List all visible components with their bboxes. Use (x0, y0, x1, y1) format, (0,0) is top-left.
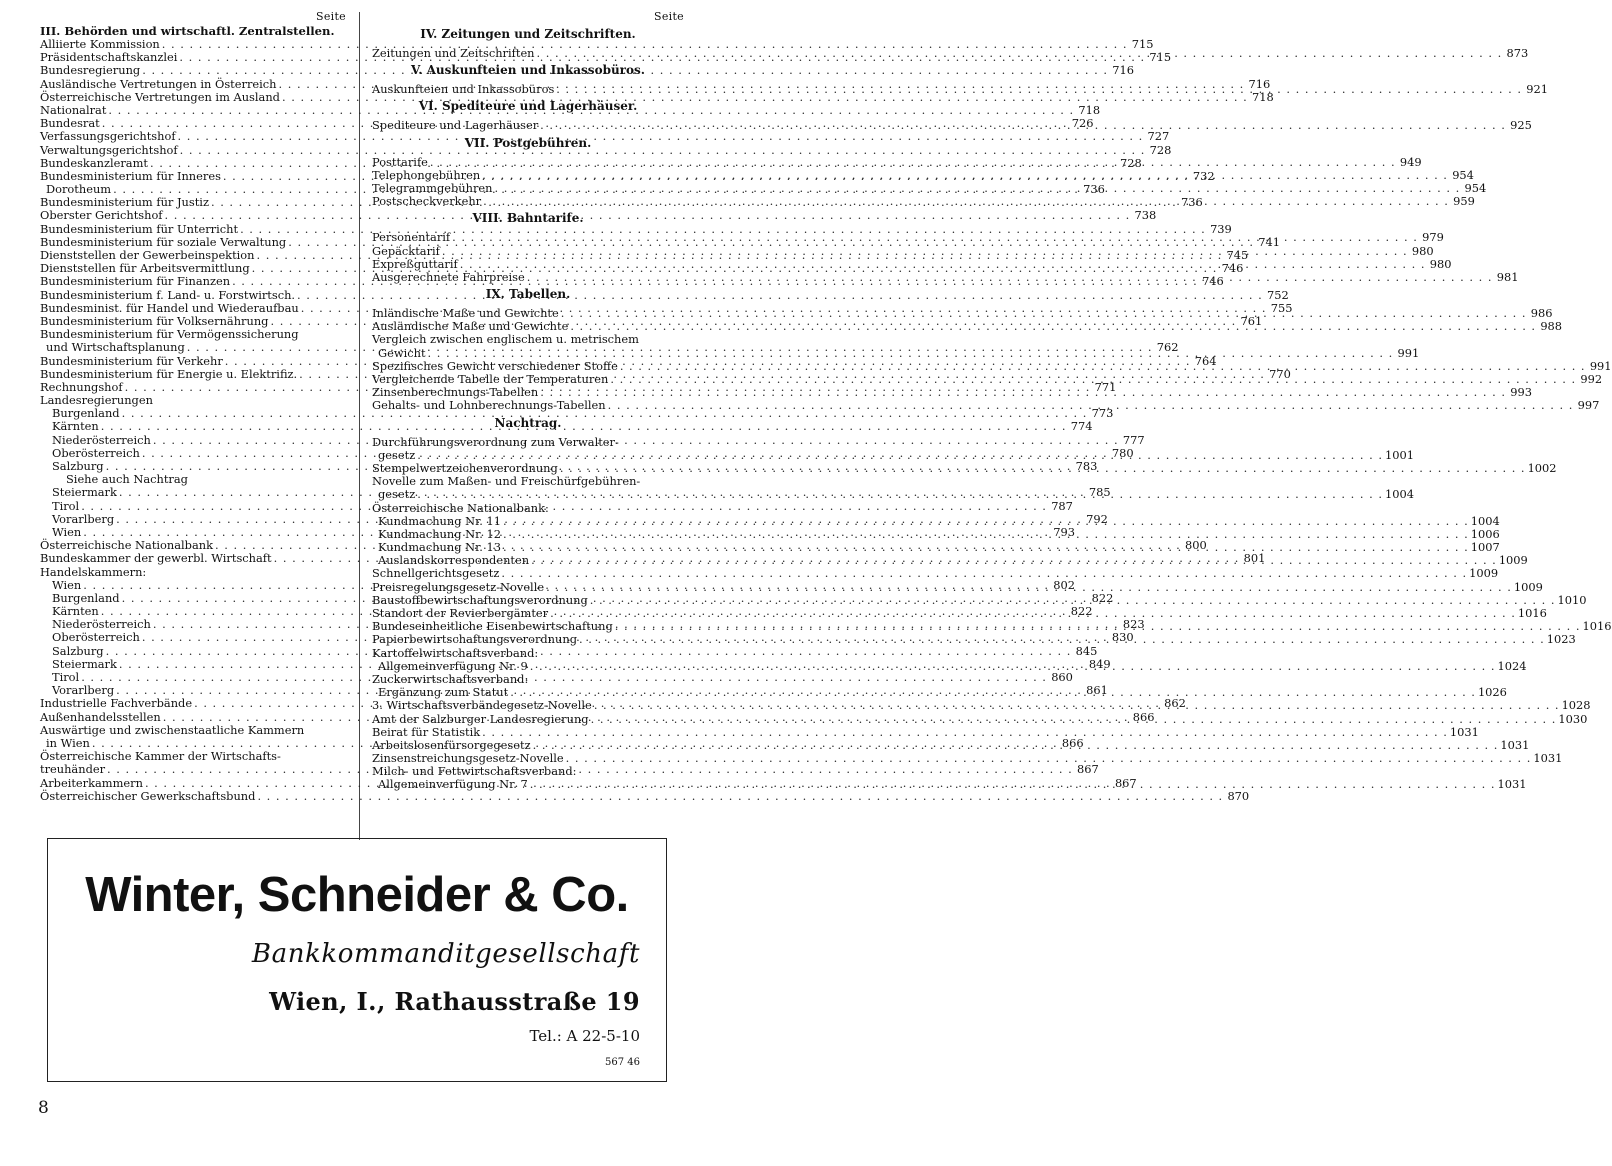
toc-entry-page: 715 (1149, 50, 1172, 65)
toc-entry-title: Auslandskorrespondenten (378, 553, 530, 568)
dot-leader (528, 775, 1498, 791)
toc-entry-page: 1023 (1546, 632, 1576, 647)
toc-entry-page: 992 (1580, 372, 1603, 386)
toc-entry-title: Salzburg (52, 459, 104, 473)
toc-entry-page: 770 (1269, 366, 1291, 381)
toc-entry (40, 566, 346, 579)
toc-entry-page: 1031 (1449, 724, 1479, 739)
toc-entry-page: 870 (1227, 788, 1250, 803)
toc-entry-title: Spezifisches Gewicht verschiedener Stoffe (372, 358, 618, 373)
toc-entry-page: 800 (1184, 538, 1207, 553)
toc-entry-page: 988 (1540, 319, 1563, 334)
toc-entry-page: 777 (1122, 432, 1145, 447)
toc-entry-page: 736 (1083, 182, 1105, 197)
ad-code: 567 46 (605, 1057, 640, 1068)
toc-entry-title: Bundesministerium für Finanzen (40, 274, 231, 289)
dot-leader (558, 459, 1528, 475)
dot-leader (544, 577, 1514, 594)
toc-entry-page: 830 (1111, 630, 1134, 645)
toc-entry-page: 762 (1156, 340, 1179, 355)
toc-entry-title: gesetz (378, 487, 416, 502)
toc-entry-title: Durchführungsverordnung zum Verwalter- (372, 434, 619, 449)
toc-entry-page: 861 (1086, 683, 1108, 698)
dot-leader (426, 347, 1396, 360)
toc-entry-page: 1009 (1498, 553, 1528, 568)
toc-entry-page: 1016 (1582, 619, 1612, 634)
toc-entry-page: 745 (1226, 248, 1249, 262)
toc-entry-page: 773 (1091, 406, 1114, 421)
toc-entry-page: 746 (1202, 274, 1224, 289)
seite-label-right: Seite (654, 10, 684, 23)
toc-entry-title: Arbeitslosenfürsorgegesetz (372, 737, 531, 752)
toc-entry-title: Wien (52, 524, 82, 539)
toc-entry-title: Vorarlberg (52, 683, 115, 698)
toc-entry (372, 502, 684, 515)
toc-entry-title: Novelle zum Maßen- und Freischürfgebühren- (372, 474, 641, 489)
toc-entry-page: 866 (1061, 735, 1084, 750)
toc-entry (372, 566, 1499, 581)
toc-entry-page: 873 (1506, 46, 1529, 60)
toc-entry-page: 793 (1053, 524, 1075, 539)
ad-company-name: Winter, Schneider & Co. (85, 868, 629, 922)
dot-leader (428, 156, 1398, 169)
toc-entry-title: Steiermark (52, 485, 117, 500)
toc-entry-page: 1031 (1500, 737, 1530, 752)
toc-entry-title: Inländische Maße und Gewichte (372, 306, 559, 321)
toc-entry-title: Postscheckverkehr (372, 194, 482, 209)
toc-entry-title: Dorotheum (46, 182, 112, 197)
toc-entry-page: 921 (1526, 82, 1549, 97)
toc-entry-title: Dienststellen für Arbeitsvermittlung (40, 261, 250, 276)
toc-entry-title: Gepäcktarif (372, 243, 440, 258)
dot-leader (538, 116, 1508, 132)
toc-entry (372, 724, 1479, 739)
toc-entry-page: 1031 (1533, 751, 1563, 766)
toc-entry-page: 718 (1251, 89, 1274, 104)
toc-entry-title: Präsidentschaftskanzlei (40, 50, 178, 65)
toc-entry-page: 755 (1270, 300, 1293, 315)
toc-entry-title: Tirol (52, 498, 80, 513)
dot-leader (450, 231, 1420, 244)
toc-entry-page: 849 (1088, 656, 1111, 671)
toc-entry-page: 1004 (1470, 513, 1500, 528)
toc-entry-title: Österreichischer Gewerkschaftsbund (40, 788, 256, 803)
toc-entry-title: Österreichische Nationalbank: (372, 500, 549, 515)
toc-entry-page: 991 (1589, 358, 1612, 373)
toc-entry-page: 860 (1051, 670, 1073, 684)
dot-leader (535, 47, 1505, 60)
toc-entry-title: Salzburg (52, 643, 104, 658)
toc-entry-title: Personentarif (372, 230, 451, 245)
toc-entry-page: 746 (1221, 261, 1244, 276)
toc-entry-page: 980 (1411, 243, 1434, 258)
toc-entry-page: 980 (1429, 256, 1452, 271)
ad-company-type: Bankkommanditgesellschaft (251, 939, 640, 969)
toc-entry-page: 949 (1399, 154, 1422, 169)
toc-entry-title: Bundesministerium für Verkehr (40, 353, 223, 368)
toc-entry-title: Vergleich zwischen englischem u. metrischem (372, 332, 639, 347)
section-heading: VII. Postgebühren. (464, 135, 592, 150)
toc-entry (372, 647, 684, 660)
toc-entry (372, 398, 1600, 413)
toc-entry-title: Amt der Salzburger Landesregierung (372, 711, 589, 726)
toc-entry-title: Allgemeinverfügung Nr. 7 (378, 777, 528, 792)
toc-entry-page: 1026 (1477, 685, 1507, 700)
toc-entry-page: 986 (1530, 306, 1553, 321)
toc-entry-page: 727 (1147, 129, 1170, 144)
dot-leader (577, 630, 1547, 646)
toc-entry-title: Vergleichende Tabelle der Temperaturen (372, 372, 609, 386)
toc-entry-page: 1031 (1497, 777, 1527, 792)
toc-entry-page: 862 (1164, 696, 1186, 711)
toc-entry-title: Industrielle Fachverbände (40, 696, 193, 711)
toc-entry-page: 732 (1192, 168, 1215, 183)
toc-entry-page: 822 (1091, 590, 1114, 605)
toc-entry-title: Auswärtige und zwischenstaatliche Kammern (40, 722, 305, 737)
toc-entry-title: Bundesministerium f. Land- u. Forstwirtsch. (40, 287, 296, 302)
toc-entry-title: Oberösterreich (52, 445, 140, 460)
toc-entry-title: Landesregierungen (40, 393, 153, 408)
dot-leader (480, 726, 1450, 739)
toc-entry-title: Spediteure und Lagerhäuser (372, 118, 539, 133)
section-heading: VIII. Bahntarife. (472, 211, 584, 226)
toc-entry-title: Zeitungen und Zeitschriften (372, 46, 535, 60)
toc-entry-page: 726 (1071, 116, 1094, 131)
toc-entry-page: 787 (1051, 498, 1073, 513)
section-heading: IX. Tabellen. (485, 287, 571, 302)
seite-label-left: Seite (316, 10, 346, 23)
toc-entry-title: Arbeiterkammern (40, 775, 143, 790)
toc-entry-page: 1030 (1558, 711, 1588, 726)
toc-entry-title: Gewicht (378, 345, 426, 360)
dot-leader (525, 271, 1495, 284)
dot-leader (592, 696, 1562, 712)
toc-entry-title: Kundmachung Nr. 12 (378, 526, 502, 541)
toc-entry-title: Bundesministerium für Vermögenssicherung (40, 327, 299, 342)
section-heading: VI. Spediteure und Lagerhäuser. (418, 99, 638, 114)
toc-entry-title: Verwaltungsgerichtshof (40, 142, 178, 157)
toc-entry-title: Burgenland (52, 590, 120, 605)
toc-entry-title: gesetz (378, 447, 416, 462)
toc-entry (40, 788, 1250, 803)
toc-entry-title: Bundesminist. für Handel und Wiederaufbau (40, 300, 299, 315)
section-heading: Nachtrag. (494, 415, 562, 430)
toc-entry-title: Bundeskammer der gewerbl. Wirtschaft (40, 551, 272, 566)
toc-entry-page: 780 (1111, 445, 1134, 460)
toc-entry-title: Zuckerwirtschaftsverband: (372, 671, 529, 686)
ad-phone: Tel.: A 22-5-10 (529, 1027, 640, 1045)
dot-leader (458, 258, 1428, 271)
toc-entry-page: 925 (1510, 118, 1532, 133)
toc-entry-page: 1009 (1469, 566, 1499, 581)
toc-entry-title: Bundesministerium für Unterricht (40, 221, 239, 236)
toc-entry-page: 785 (1088, 485, 1111, 500)
toc-entry-title: Oberster Gerichtshof (40, 208, 163, 223)
dot-leader (440, 245, 1410, 258)
toc-entry-page: 845 (1075, 643, 1098, 658)
toc-entry-page: 1028 (1561, 698, 1591, 713)
toc-entry-title: Bundeseinheitliche Eisenbewirtschaftung (372, 619, 613, 634)
dot-leader (564, 752, 1534, 765)
toc-entry-page: 728 (1149, 142, 1172, 157)
toc-entry-title: Kundmachung Nr. 13 (378, 540, 502, 555)
toc-entry-page: 792 (1086, 511, 1108, 526)
dot-leader (415, 445, 1385, 462)
toc-entry-title: Vorarlberg (52, 511, 115, 526)
toc-entry-title: Bundeskanzleramt (40, 155, 148, 170)
dot-leader (481, 195, 1451, 208)
toc-entry-title: Bundesministerium für Energie u. Elektrifiz. (40, 366, 298, 381)
toc-entry-title: und Wirtschaftsplanung (46, 340, 185, 355)
dot-leader (528, 656, 1498, 673)
toc-entry-title: Bundesministerium für Volksernährung (40, 313, 269, 328)
toc-entry (372, 333, 684, 346)
toc-entry-page: 764 (1194, 353, 1217, 368)
section-heading-iii: III. Behörden und wirtschaftl. Zentralstellen. (40, 24, 335, 38)
toc-entry-title: Rechnungshof (40, 379, 123, 394)
toc-entry-title: Nationalrat (40, 102, 107, 117)
toc-entry-title: Papierbewirtschaftungsverordnung (372, 632, 577, 647)
toc-entry-page: 1007 (1470, 540, 1500, 555)
toc-entry-title: Burgenland (52, 406, 120, 421)
page-number: 8 (38, 1098, 49, 1118)
toc-entry-page: 716 (1112, 63, 1134, 78)
toc-entry-title: Kundmachung Nr. 11 (378, 513, 502, 528)
toc-entry-page: 866 (1132, 709, 1155, 724)
toc-entry-page: 716 (1248, 76, 1271, 91)
toc-entry-page: 991 (1397, 345, 1420, 360)
toc-entry-page: 718 (1078, 102, 1101, 117)
toc-entry-title: Tirol (52, 670, 80, 684)
toc-entry-title: in Wien (46, 735, 90, 750)
toc-entry-page: 741 (1258, 234, 1280, 249)
toc-entry-title: Alliierte Kommission (40, 37, 160, 51)
toc-entry-title: Stempelwertzeichenverordnung (372, 460, 558, 475)
toc-entry-title: Steiermark (52, 656, 117, 671)
toc-entry-title: Bundesrat (40, 116, 100, 131)
section-heading: V. Auskunfteien und Inkassobüros. (411, 63, 645, 78)
toc-entry-page: 761 (1240, 313, 1263, 328)
toc-entry-title: Auskunfteien und Inkassobüros (372, 82, 555, 97)
toc-entry-page: 802 (1053, 577, 1075, 592)
toc-entry-title: Handelskammern: (40, 564, 147, 579)
toc-entry-page: 997 (1577, 398, 1600, 413)
toc-entry-title: Oberösterreich (52, 630, 140, 645)
toc-entry-page: 822 (1070, 604, 1093, 619)
toc-entry-title: Österreichische Kammer der Wirtschafts- (40, 749, 281, 764)
toc-entry-title: Österreichische Vertretungen im Ausland (40, 89, 280, 104)
toc-entry-page: 1001 (1384, 447, 1414, 462)
toc-entry-title: Milch- und Fettwirtschaftsverband: (372, 764, 577, 779)
dot-leader (501, 511, 1471, 528)
toc-entry-title: Niederösterreich (52, 432, 151, 447)
toc-entry-page: 981 (1496, 269, 1519, 284)
toc-entry-title: Schnellgerichtsgesetz (372, 566, 500, 581)
dot-leader (499, 567, 1469, 580)
toc-entry-page: 752 (1267, 287, 1289, 302)
toc-entry-title: Baustoffbewirtschaftungsverordnung (372, 592, 588, 607)
toc-entry (40, 221, 1232, 236)
dot-leader (568, 320, 1538, 333)
toc-entry-page: 979 (1422, 230, 1444, 245)
toc-entry-title: Kärnten (52, 604, 99, 619)
toc-entry-title: Bundesministerium für Inneres (40, 168, 221, 183)
toc-entry-page: 771 (1094, 379, 1117, 394)
dot-leader (606, 399, 1576, 412)
toc-entry (40, 724, 346, 737)
dot-leader (589, 709, 1559, 726)
toc-entry-page: 954 (1464, 180, 1487, 195)
toc-entry-title: Telephongebühren (372, 167, 481, 182)
toc-entry-page: 993 (1510, 385, 1532, 400)
dot-leader (554, 83, 1524, 96)
toc-entry-title: Österreichische Nationalbank (40, 538, 213, 553)
toc-entry-title: Ausländische Vertretungen in Österreich (40, 76, 277, 91)
dot-leader (255, 790, 1225, 803)
toc-entry-title: Außenhandelsstellen (40, 709, 161, 724)
toc-entry-title: 3. Wirtschaftsverbändegesetz-Novelle (372, 698, 592, 713)
toc-entry-title: Dienststellen der Gewerbeinspektion (40, 248, 255, 262)
toc-entry-title: Ausgerechnete Fahrpreise (372, 269, 525, 284)
toc-entry-page: 738 (1134, 208, 1157, 223)
ad-address: Wien, I., Rathausstraße 19 (269, 987, 640, 1016)
toc-entry-page: 959 (1453, 194, 1475, 209)
toc-entry-page: 867 (1114, 775, 1137, 790)
dot-leader (415, 485, 1385, 501)
dot-leader (480, 169, 1450, 182)
toc-entry-title: Kartoffelwirtschaftsverband: (372, 645, 539, 660)
toc-entry-title: Zinsenberechnungs-Tabellen (372, 385, 539, 400)
toc-entry-page: 823 (1122, 617, 1145, 632)
toc-entry-title: Standort der Revierbergämter (372, 606, 549, 620)
toc-entry-page: 774 (1070, 419, 1093, 434)
toc-entry-title: treuhänder (40, 762, 106, 777)
toc-entry-title: Bundesregierung (40, 63, 141, 78)
toc-entry-page: 1024 (1497, 658, 1527, 673)
toc-entry-page: 736 (1180, 195, 1203, 210)
toc-entry-title: Gehalts- und Lohnberechnungs-Tabellen (372, 398, 606, 413)
toc-entry-page: 867 (1077, 762, 1099, 777)
toc-entry-title: Expreßguttarif (372, 256, 458, 271)
advertisement-box (47, 838, 667, 1082)
toc-entry-title: Bundesministerium für Justiz (40, 195, 209, 210)
toc-entry-title: Zinsenstreichungsgesetz-Novelle (372, 751, 564, 766)
toc-entry-page: 1004 (1384, 487, 1414, 502)
toc-entry-title: Preisregelungsgesetz-Novelle (372, 579, 545, 594)
toc-entry-title: Posttarife (372, 154, 428, 169)
toc-entry-title: Beirat für Statistik (372, 724, 481, 739)
toc-entry-page: 1016 (1517, 606, 1547, 620)
toc-entry-title: Ausländische Maße und Gewichte (372, 319, 569, 334)
toc-entry-page: 801 (1243, 551, 1266, 566)
toc-entry-page: 739 (1210, 221, 1232, 236)
toc-entry (372, 436, 684, 449)
toc-entry-page: 1006 (1470, 526, 1500, 541)
toc-entry-title: Siehe auch Nachtrag (66, 472, 188, 487)
toc-entry-page: 954 (1452, 167, 1474, 182)
section-heading: IV. Zeitungen und Zeitschriften. (420, 27, 636, 41)
toc-entry-page: 783 (1075, 459, 1098, 473)
toc-entry-title: Wien (52, 577, 82, 592)
toc-entry-page: 728 (1119, 155, 1142, 170)
toc-entry-page: 1009 (1513, 579, 1543, 594)
toc-entry-page: 1010 (1557, 592, 1587, 607)
toc-entry-title: Verfassungsgerichtshof (40, 129, 176, 144)
toc-entry-page: 1002 (1527, 460, 1557, 475)
toc-entry-title: Kärnten (52, 419, 99, 434)
toc-entry-title: Allgemeinverfügung Nr. 9 (378, 658, 528, 673)
toc-entry-title: Telegrammgebühren (372, 180, 493, 195)
toc-entry-page: 715 (1131, 37, 1154, 51)
toc-entry-title: Bundesministerium für soziale Verwaltung (40, 234, 287, 249)
toc-entry-title: Niederösterreich (52, 617, 151, 632)
toc-entry-title: Ergänzung zum Statut (378, 685, 509, 700)
